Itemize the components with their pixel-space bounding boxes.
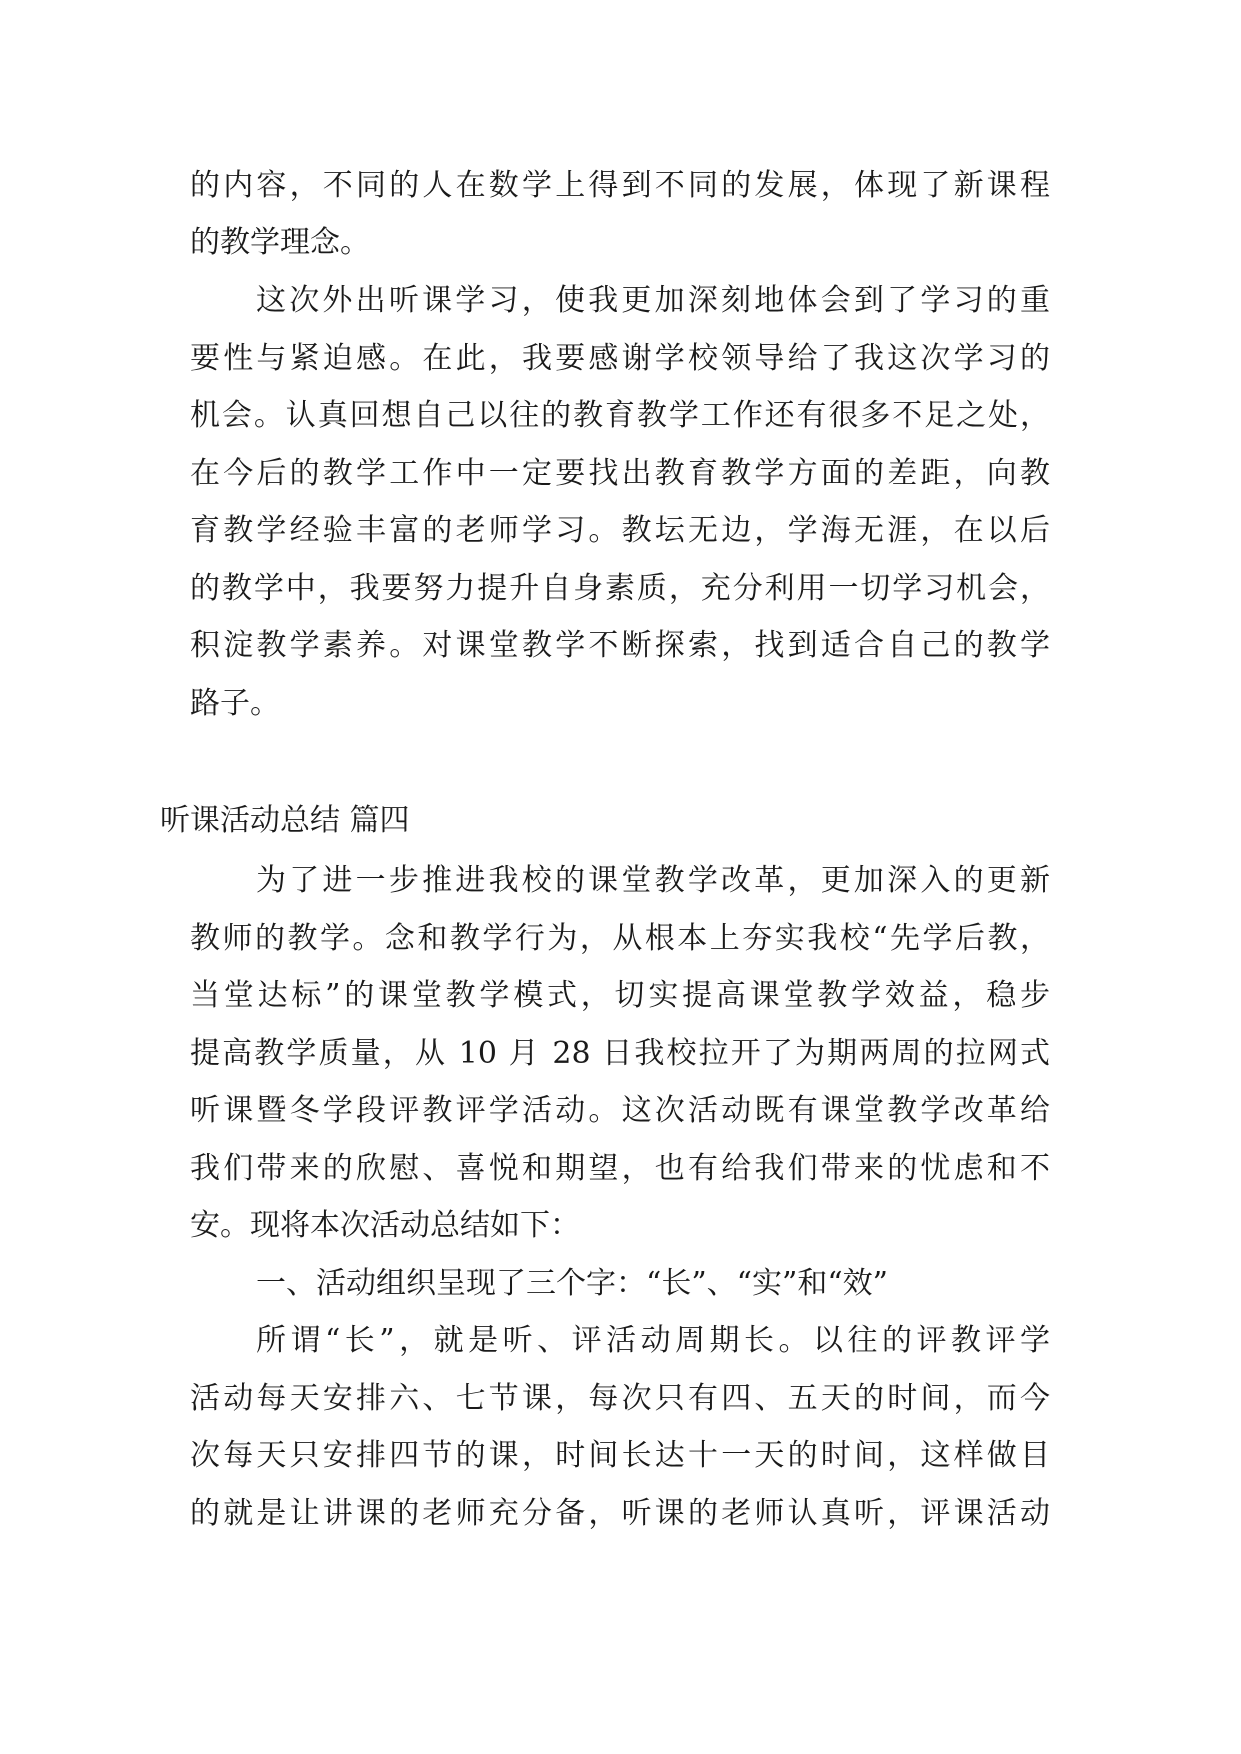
paragraph-3-line-2: 教师的教学。念和教学行为，从根本上夯实我校“先学后教， [190, 921, 1050, 956]
paragraph-2-line-5: 育教学经验丰富的老师学习。教坛无边，学海无涯，在以后 [190, 513, 1050, 548]
paragraph-2-line-4: 在今后的教学工作中一定要找出教育教学方面的差距，向教 [190, 456, 1050, 491]
paragraph-5-line-2: 活动每天安排六、七节课，每次只有四、五天的时间，而今 [190, 1381, 1050, 1416]
paragraph-1-line-1: 的内容，不同的人在数学上得到不同的发展，体现了新课程 [190, 168, 1050, 203]
paragraph-2-line-6: 的教学中，我要努力提升自身素质，充分利用一切学习机会， [190, 571, 1050, 606]
paragraph-2-line-1: 这次外出听课学习，使我更加深刻地体会到了学习的重 [256, 283, 1050, 318]
paragraph-2-line-2: 要性与紧迫感。在此，我要感谢学校领导给了我这次学习的 [190, 341, 1050, 376]
paragraph-5-line-1: 所谓“长”，就是听、评活动周期长。以往的评教评学 [256, 1323, 1050, 1358]
paragraph-3-line-7: 安。现将本次活动总结如下： [190, 1208, 580, 1243]
paragraph-5-line-3: 次每天只安排四节的课，时间长达十一天的时间，这样做目 [190, 1438, 1050, 1473]
subheading-line: 一、活动组织呈现了三个字：“长”、“实”和“效” [256, 1266, 889, 1301]
paragraph-2-line-8: 路子。 [190, 686, 280, 721]
section-heading: 听课活动总结 篇四 [160, 803, 410, 838]
paragraph-2-line-7: 积淀教学素养。对课堂教学不断探索，找到适合自己的教学 [190, 628, 1050, 663]
paragraph-3-line-3: 当堂达标”的课堂教学模式，切实提高课堂教学效益，稳步 [190, 978, 1050, 1013]
paragraph-2-line-3: 机会。认真回想自己以往的教育教学工作还有很多不足之处， [190, 398, 1050, 433]
paragraph-5-line-4: 的就是让讲课的老师充分备，听课的老师认真听，评课活动 [190, 1496, 1050, 1531]
paragraph-3-line-6: 我们带来的欣慰、喜悦和期望，也有给我们带来的忧虑和不 [190, 1151, 1050, 1186]
paragraph-3-line-4: 提高教学质量，从 10 月 28 日我校拉开了为期两周的拉网式 [190, 1036, 1050, 1071]
paragraph-3-line-1: 为了进一步推进我校的课堂教学改革，更加深入的更新 [256, 863, 1050, 898]
paragraph-3-line-5: 听课暨冬学段评教评学活动。这次活动既有课堂教学改革给 [190, 1093, 1050, 1128]
paragraph-1-line-2: 的教学理念。 [190, 225, 370, 260]
